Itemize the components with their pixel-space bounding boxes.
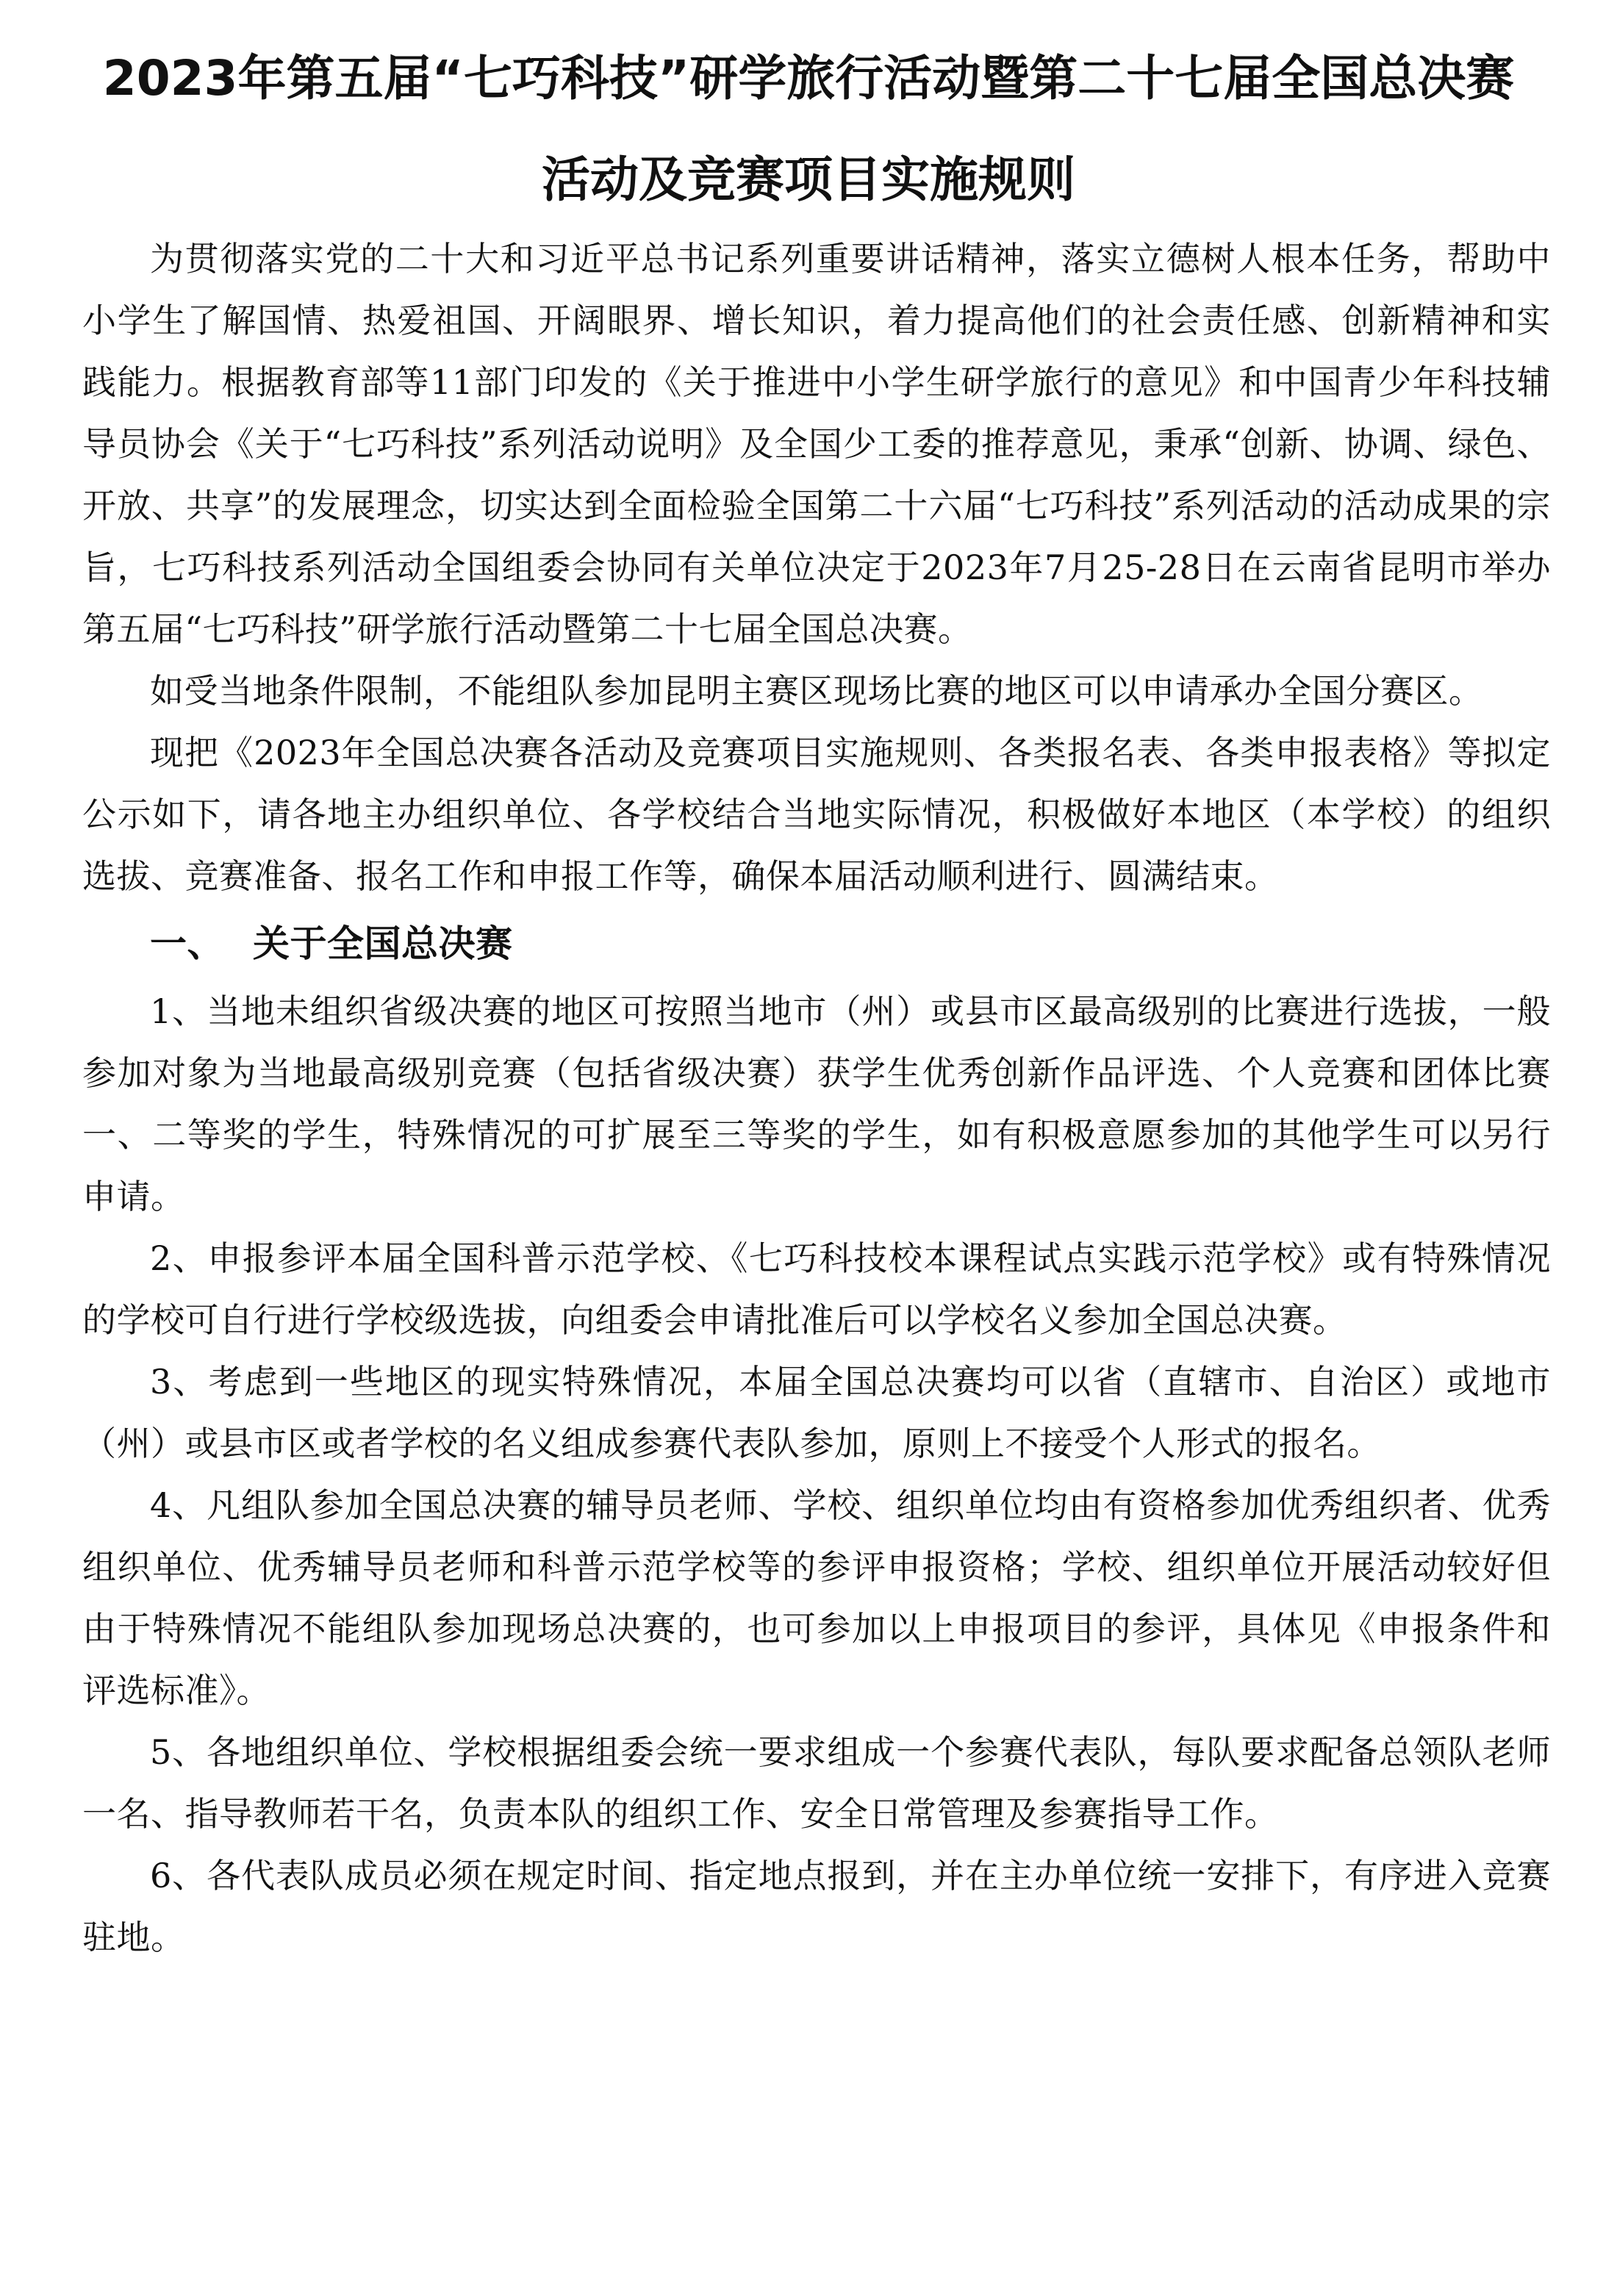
section-1-item-3: 3、考虑到一些地区的现实特殊情况，本届全国总决赛均可以省（直辖市、自治区）或地市（州）或县市区或者学校的名义组成参赛代表队参加，原则上不接受个人形式的报名。 [82,1362,1551,1463]
section-1-item-2: 2、申报参评本届全国科普示范学校、《七巧科技校本课程试点实践示范学校》或有特殊情况的学校可自行进行学校级选拔，向组委会申请批准后可以学校名义参加全国总决赛。 [82,1238,1551,1340]
section-heading-1 [82,907,1551,980]
intro-paragraph-1: 为贯彻落实党的二十大和习近平总书记系列重要讲话精神，落实立德树人根本任务，帮助中小学生了解国情、热爱祖国、开阔眼界、增长知识，着力提高他们的社会责任感、创新精神和实践能力。根据教育部等11部门印发的《关于推进中小学生研学旅行的意见》和中国青少年科技辅导员协会《关于“七巧科技”系列活动说明》及全国少工委的推荐意见，秉承“创新、协调、绿色、开放、共享”的发展理念，切实达到全面检验全国第二十六届“七巧科技”系列活动的活动成果的宗旨，七巧科技系列活动全国组委会协同有关单位决定于2023年7月25-28日在云南省昆明市举办第五届“七巧科技”研学旅行活动暨第二十七届全国总决赛。 [82,239,1551,649]
section-title: 关于全国总决赛 [253,922,513,965]
intro-paragraph-3: 现把《2023年全国总决赛各活动及竞赛项目实施规则、各类报名表、各类申报表格》等拟定公示如下，请各地主办组织单位、各学校结合当地实际情况，积极做好本地区（本学校）的组织选拔、竞赛准备、报名工作和申报工作等，确保本届活动顺利进行、圆满结束。 [82,733,1551,896]
section-1-item-6: 6、各代表队成员必须在规定时间、指定地点报到，并在主办单位统一安排下，有序进入竞赛驻地。 [82,1856,1551,1957]
section-number: 一、 [150,922,224,965]
section-1-item-1: 1、当地未组织省级决赛的地区可按照当地市（州）或县市区最高级别的比赛进行选拔，一般参加对象为当地最高级别竞赛（包括省级决赛）获学生优秀创新作品评选、个人竞赛和团体比赛一、二等奖的学生，特殊情况的可扩展至三等奖的学生，如有积极意愿参加的其他学生可以另行申请。 [82,991,1551,1216]
section-1-item-5: 5、各地组织单位、学校根据组委会统一要求组成一个参赛代表队，每队要求配备总领队老师一名、指导教师若干名，负责本队的组织工作、安全日常管理及参赛指导工作。 [82,1732,1551,1834]
intro-paragraph-2: 如受当地条件限制，不能组队参加昆明主赛区现场比赛的地区可以申请承办全国分赛区。 [150,671,1483,711]
document-title-line-2: 活动及竞赛项目实施规则 [542,151,1075,208]
document-title-line-1: 2023年第五届“七巧科技”研学旅行活动暨第二十七届全国总决赛 [102,50,1515,107]
document-body [82,228,1551,1968]
section-1-item-4: 4、凡组队参加全国总决赛的辅导员老师、学校、组织单位均由有资格参加优秀组织者、优秀组织单位、优秀辅导员老师和科普示范学校等的参评申报资格；学校、组织单位开展活动较好但由于特殊情况不能组队参加现场总决赛的，也可参加以上申报项目的参评，具体见《申报条件和评选标准》。 [82,1485,1551,1710]
